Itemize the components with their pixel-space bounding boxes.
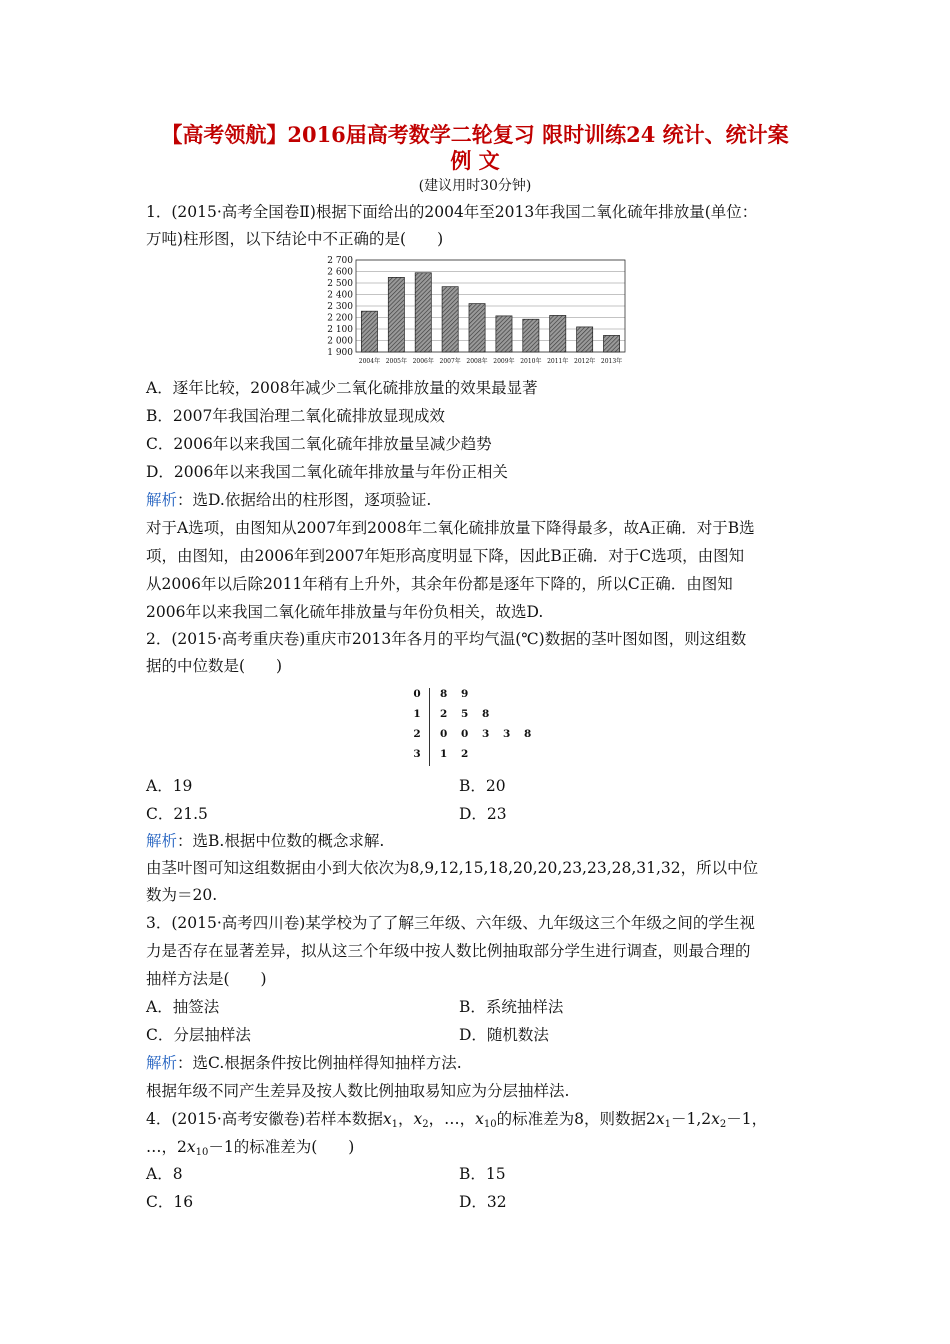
var-x: x (413, 1110, 423, 1128)
q4-option-c: C．16 (146, 1193, 194, 1211)
q1-explanation-1: 对于A选项，由图知从2007年到2008年二氧化硫排放量下降得最多，故A正确．对于B选 (146, 519, 755, 537)
bar (577, 327, 593, 352)
q3-solution (146, 1051, 462, 1073)
q3-option-a: A．抽签法 (146, 998, 220, 1016)
bar (442, 287, 458, 352)
q3-solution-text: ：选C.根据条件按比例抽样得知抽样方法. (177, 1054, 462, 1072)
q2-option-d: D．23 (459, 805, 507, 823)
q4-stem-line2 (146, 1135, 354, 1158)
q2-explanation-2: 数为＝20. (146, 886, 218, 904)
x-tick-label: 2004年 (358, 358, 381, 365)
x-tick-label: 2006年 (412, 358, 434, 365)
q3-stem-line3: 抽样方法是( ) (146, 970, 267, 988)
var-x: x (382, 1110, 392, 1128)
stem-3: 3 (413, 748, 421, 760)
q1-stem-line1: 1．(2015·高考全国卷Ⅱ)根据下面给出的2004年至2013年我国二氧化硫年排放量(单位： (146, 203, 758, 221)
y-tick-label: 2 400 (327, 290, 353, 301)
subscript: 1 (391, 1119, 398, 1130)
x-tick-label: 2005年 (385, 358, 407, 365)
q1-stem-line2: 万吨)柱形图，以下结论中不正确的是( ) (146, 230, 444, 248)
jiexi-label: 解析 (146, 832, 178, 850)
q3-option-c: C．分层抽样法 (146, 1026, 251, 1044)
q2-option-a: A．19 (146, 777, 193, 795)
q4-text: …，2 (146, 1138, 187, 1156)
q3-option-d: D．随机数法 (459, 1026, 549, 1044)
bar (496, 316, 512, 352)
q4-option-d: D．32 (459, 1193, 507, 1211)
var-x: x (711, 1110, 720, 1128)
bar (469, 304, 485, 352)
separator: ， (397, 1110, 414, 1128)
title-line-1: 【高考领航】2016届高考数学二轮复习 限时训练24 统计、统计案 (161, 122, 789, 147)
q1-solution-text: ：选D.依据给出的柱形图，逐项验证. (177, 491, 432, 509)
y-tick-label: 2 500 (327, 279, 353, 289)
jiexi-label: 解析 (146, 491, 178, 509)
q1-explanation-2: 项，由图知，由2006年到2007年矩形高度明显下降，因此B正确．对于C选项，由图知 (146, 547, 745, 565)
separator: ， (428, 1110, 445, 1128)
var-x: x (475, 1110, 484, 1128)
leaf: 0 (440, 728, 448, 740)
bar (550, 315, 566, 352)
x-tick-label: 2008年 (466, 358, 488, 365)
q4-text: 的标准差为8，则数据2 (496, 1110, 656, 1128)
y-tick-label: 2 600 (327, 267, 353, 278)
var-x: x (186, 1138, 196, 1156)
q4-text: －1,2 (670, 1110, 712, 1128)
leaf: 8 (482, 708, 490, 720)
q3-stem-line1: 3．(2015·高考四川卷)某学校为了了解三年级、六年级、九年级这三个年级之间的学生视 (146, 914, 755, 932)
stem-divider (429, 688, 430, 766)
x-tick-label: 2010年 (520, 358, 542, 365)
stem-2: 2 (413, 728, 421, 740)
q1-option-a: A．逐年比较，2008年减少二氧化硫排放量的效果最显著 (146, 379, 538, 397)
x-tick-label: 2011年 (547, 358, 569, 365)
leaf: 9 (461, 688, 469, 700)
q1-option-b: B．2007年我国治理二氧化硫排放显现成效 (146, 407, 445, 425)
leaf: 2 (461, 748, 469, 760)
leaf: 1 (440, 748, 448, 760)
bar (415, 273, 431, 352)
q1-option-d: D．2006年以来我国二氧化硫年排放量与年份正相关 (146, 463, 508, 481)
y-tick-label: 1 900 (327, 348, 353, 358)
q1-explanation-4: 2006年以来我国二氧化硫年排放量与年份负相关，故选D. (146, 603, 544, 621)
leaf: 5 (461, 708, 469, 720)
subscript: 10 (483, 1119, 497, 1130)
q4-option-a: A．8 (146, 1165, 183, 1183)
so2-emission-bar-chart (318, 254, 630, 366)
q4-text: －1的标准差为( ) (208, 1138, 355, 1156)
x-tick-label: 2009年 (493, 358, 515, 365)
q2-option-b: B．20 (459, 777, 506, 795)
q4-option-b: B．15 (459, 1165, 506, 1183)
page-title (140, 122, 810, 174)
subscript: 1 (664, 1119, 671, 1130)
q3-stem-line2: 力是否存在显著差异，拟从这三个年级中按人数比例抽取部分学生进行调查，则最合理的 (146, 942, 751, 960)
leaf: 8 (524, 728, 532, 740)
x-tick-label: 2007年 (439, 358, 461, 365)
y-tick-label: 2 000 (327, 336, 353, 347)
q2-solution-text: ：选B.根据中位数的概念求解. (177, 832, 385, 850)
q3-explanation-1: 根据年级不同产生差异及按人数比例抽取易知应为分层抽样法. (146, 1082, 570, 1100)
y-tick-label: 2 100 (327, 325, 353, 335)
x-tick-label: 2012年 (574, 358, 596, 365)
x-tick-label: 2013年 (600, 358, 623, 365)
q4-text: －1， (726, 1110, 768, 1128)
bar (603, 335, 619, 352)
bar (361, 311, 377, 352)
q2-stem-line1: 2．(2015·高考重庆卷)重庆市2013年各月的平均气温(℃)数据的茎叶图如图，则这组数 (146, 630, 747, 648)
bar (388, 277, 404, 352)
y-tick-label: 2 300 (327, 302, 353, 312)
time-suggestion: (建议用时30分钟) (418, 178, 532, 194)
leaf: 3 (482, 728, 490, 740)
q2-solution (146, 829, 384, 851)
stem-0: 0 (413, 688, 421, 700)
leaf: 0 (461, 728, 469, 740)
title-line-2: 例 文 (450, 148, 500, 173)
bar (523, 319, 539, 352)
leaf: 8 (440, 688, 448, 700)
subscript: 10 (195, 1147, 209, 1158)
q3-option-b: B．系统抽样法 (459, 998, 564, 1016)
var-x: x (655, 1110, 665, 1128)
q2-explanation-1: 由茎叶图可知这组数据由小到大依次为8,9,12,15,18,20,20,23,23,28,31,32，所以中位 (146, 859, 759, 877)
q2-option-c: C．21.5 (146, 805, 208, 823)
jiexi-label: 解析 (146, 1054, 178, 1072)
q1-solution (146, 488, 431, 510)
leaf: 2 (440, 708, 448, 720)
subscript: 2 (422, 1119, 429, 1130)
ellipsis: …， (444, 1110, 476, 1128)
q2-stem-line2: 据的中位数是( ) (146, 657, 283, 675)
q1-explanation-3: 从2006年以后除2011年稍有上升外，其余年份都是逐年下降的，所以C正确．由图知 (146, 575, 733, 593)
stem-1: 1 (413, 708, 421, 720)
q4-text: 4．(2015·高考安徽卷)若样本数据 (146, 1110, 383, 1128)
subscript: 2 (719, 1119, 727, 1130)
q4-stem-line1 (146, 1107, 767, 1130)
leaf: 3 (503, 728, 511, 740)
y-tick-label: 2 200 (327, 313, 353, 324)
y-tick-label: 2 700 (327, 256, 353, 266)
q1-option-c: C．2006年以来我国二氧化硫年排放量呈减少趋势 (146, 435, 492, 453)
stem-leaf-plot (412, 688, 552, 768)
